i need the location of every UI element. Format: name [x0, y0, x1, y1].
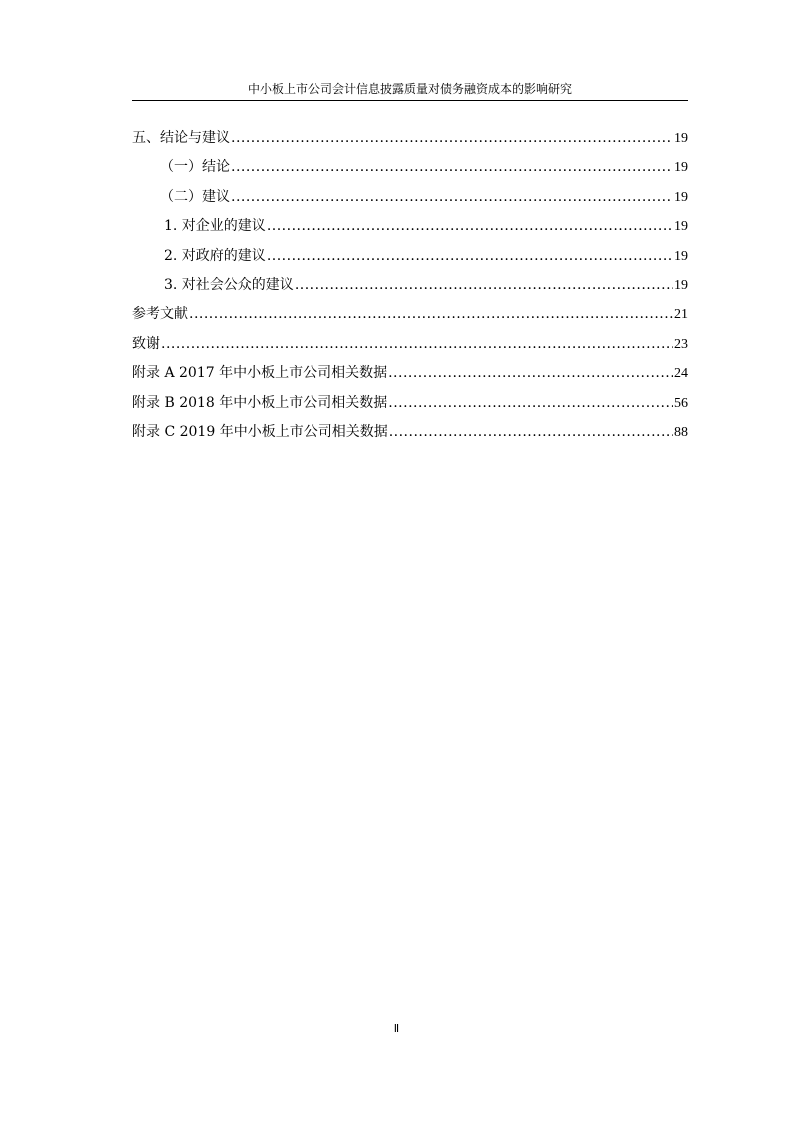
toc-dot-leader	[388, 365, 673, 381]
toc-entry-government-suggestions[interactable]	[132, 245, 688, 274]
toc-entry-label: （一）结论	[160, 159, 230, 176]
toc-dot-leader	[231, 159, 673, 175]
toc-entry-suggestions[interactable]	[132, 186, 688, 215]
toc-entry-label: 五、结论与建议	[132, 130, 230, 146]
toc-entry-references[interactable]	[132, 303, 688, 332]
toc-entry-page: 23	[674, 336, 688, 352]
toc-entry-conclusions[interactable]	[132, 127, 688, 156]
toc-dot-leader	[231, 130, 673, 146]
toc-dot-leader	[295, 277, 673, 293]
toc-entry-page: 56	[674, 395, 688, 411]
page-number: Ⅱ	[393, 1023, 400, 1035]
toc-entry-label: 附录 A 2017 年中小板上市公司相关数据	[132, 365, 388, 382]
toc-entry-page: 19	[674, 277, 688, 293]
toc-entry-page: 19	[674, 160, 688, 176]
toc-dot-leader	[189, 306, 673, 322]
toc-entry-page: 19	[674, 189, 688, 205]
toc-entry-enterprise-suggestions[interactable]	[132, 215, 688, 244]
toc-entry-page: 19	[674, 219, 688, 235]
toc-entry-label: 附录 C 2019 年中小板上市公司相关数据	[132, 423, 388, 440]
table-of-contents	[132, 127, 688, 450]
toc-entry-page: 19	[674, 248, 688, 264]
toc-entry-label: （二）建议	[160, 188, 230, 205]
toc-entry-appendix-b[interactable]	[132, 392, 688, 421]
toc-entry-public-suggestions[interactable]	[132, 274, 688, 303]
toc-dot-leader	[388, 395, 673, 411]
running-header: 中小板上市公司会计信息披露质量对债务融资成本的影响研究	[247, 82, 572, 96]
toc-dot-leader	[267, 248, 673, 264]
toc-entry-label: 致谢	[132, 335, 160, 352]
toc-entry-page: 21	[674, 307, 688, 323]
toc-entry-page: 24	[674, 366, 688, 382]
toc-dot-leader	[231, 189, 673, 205]
toc-entry-conclusion[interactable]	[132, 156, 688, 185]
toc-entry-appendix-c[interactable]	[132, 421, 688, 450]
toc-entry-page: 88	[674, 424, 688, 440]
toc-entry-acknowledgements[interactable]	[132, 333, 688, 362]
toc-entry-label: 附录 B 2018 年中小板上市公司相关数据	[132, 394, 388, 411]
toc-entry-appendix-a[interactable]	[132, 362, 688, 391]
toc-dot-leader	[389, 424, 673, 440]
header-rule	[132, 100, 688, 101]
toc-entry-label: 参考文献	[132, 306, 188, 323]
toc-entry-label: 2. 对政府的建议	[164, 247, 266, 264]
toc-dot-leader	[267, 218, 673, 234]
toc-entry-label: 1. 对企业的建议	[164, 218, 266, 235]
toc-entry-label: 3. 对社会公众的建议	[164, 276, 294, 293]
toc-entry-page: 19	[674, 131, 688, 146]
toc-dot-leader	[161, 336, 673, 352]
